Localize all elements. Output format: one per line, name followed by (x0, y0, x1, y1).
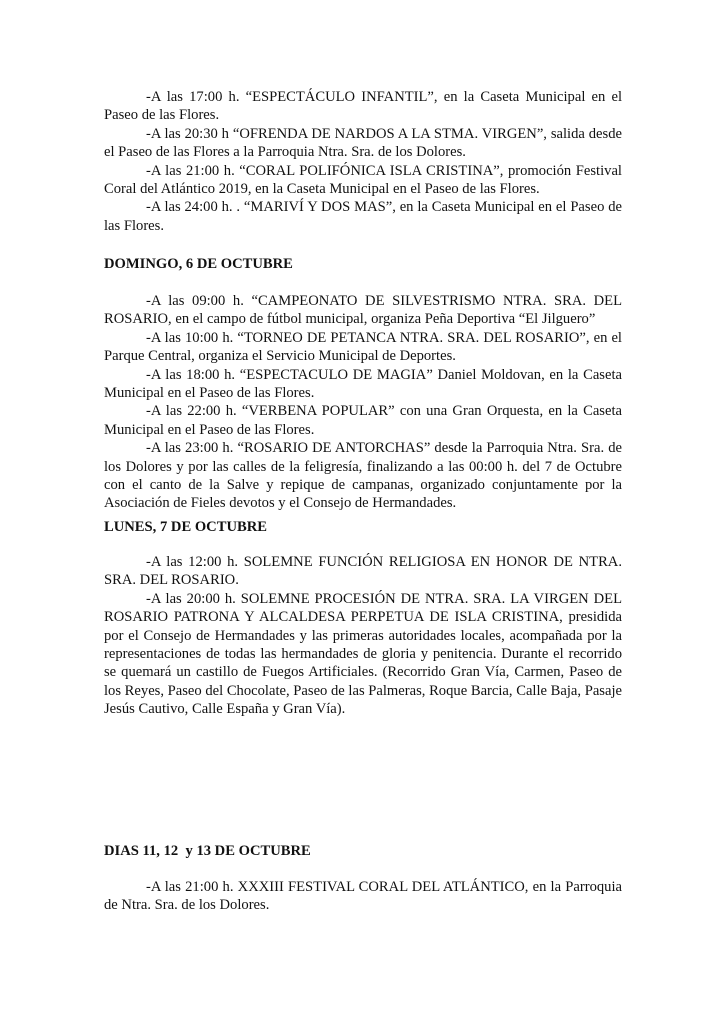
dias-section (104, 878, 622, 915)
event-item: -A las 09:00 h. “CAMPEONATO DE SILVESTRISMO NTRA. SRA. DEL ROSARIO, en el campo de fútbol municipal, organiza Peña Deportiva “El Jilguero” (104, 293, 622, 328)
event-item: -A las 20:30 h “OFRENDA DE NARDOS A LA STMA. VIRGEN”, salida desde el Paseo de las Flores a la Parroquia Ntra. Sra. de los Dolores. (104, 125, 622, 161)
event-item: -A las 20:00 h. SOLEMNE PROCESIÓN DE NTRA. SRA. LA VIRGEN DEL ROSARIO PATRONA Y ALCALDESA PERPETUA DE ISLA CRISTINA, presidida por el Consejo de Hermandades y las primeras autoridades locales, acompañada por la representaciones de todas las hermandades de gloria y penitencia. Durante el recorrido se quemará un castillo de Fuegos Artificiales. (Recorrido Gran Vía, Carmen, Paseo de los Reyes, Paseo del Chocolate, Paseo de las Palmeras, Roque Barcia, Calle Baja, Pasaje Jesús Cautivo, Calle España y Gran Vía). (104, 590, 622, 718)
event-item: -A las 12:00 h. SOLEMNE FUNCIÓN RELIGIOSA EN HONOR DE NTRA. SRA. DEL ROSARIO. (104, 554, 622, 589)
domingo-section (104, 292, 622, 513)
event-item: -A las 24:00 h. . “MARIVÍ Y DOS MAS”, en la Caseta Municipal en el Paseo de las Flores. (104, 199, 622, 234)
lunes-heading-block (104, 518, 622, 536)
event-item: -A las 22:00 h. “VERBENA POPULAR” con una Gran Orquesta, en la Caseta Municipal en el Paseo de las Flores. (104, 403, 622, 438)
event-item: -A las 21:00 h. XXXIII FESTIVAL CORAL DEL ATLÁNTICO, en la Parroquia de Ntra. Sra. de los Dolores. (104, 879, 622, 914)
event-item: -A las 18:00 h. “ESPECTACULO DE MAGIA” Daniel Moldovan, en la Caseta Municipal en el Paseo de las Flores. (104, 366, 622, 402)
lunes-section (104, 553, 622, 719)
intro-section (104, 88, 622, 235)
day-heading: LUNES, 7 DE OCTUBRE (104, 519, 267, 535)
event-item: -A las 10:00 h. “TORNEO DE PETANCA NTRA. SRA. DEL ROSARIO”, en el Parque Central, organiza el Servicio Municipal de Deportes. (104, 329, 622, 365)
day-heading: DIAS 11, 12 y 13 DE OCTUBRE (104, 843, 311, 859)
event-item: -A las 21:00 h. “CORAL POLIFÓNICA ISLA CRISTINA”, promoción Festival Coral del Atlántico 2019, en la Caseta Municipal en el Paseo de las Flores. (104, 162, 622, 198)
event-item: -A las 23:00 h. “ROSARIO DE ANTORCHAS” desde la Parroquia Ntra. Sra. de los Dolores y por las calles de la feligresía, finalizando a las 00:00 h. del 7 de Octubre con el canto de la Salve y repique de campanas, organizado conjuntamente por la Asociación de Fieles devotos y el Consejo de Hermandades. (104, 440, 622, 512)
day-heading: DOMINGO, 6 DE OCTUBRE (104, 256, 293, 272)
domingo-heading-block (104, 255, 622, 273)
dias-heading-block (104, 842, 622, 860)
event-item: -A las 17:00 h. “ESPECTÁCULO INFANTIL”, en la Caseta Municipal en el Paseo de las Flores. (104, 89, 622, 124)
